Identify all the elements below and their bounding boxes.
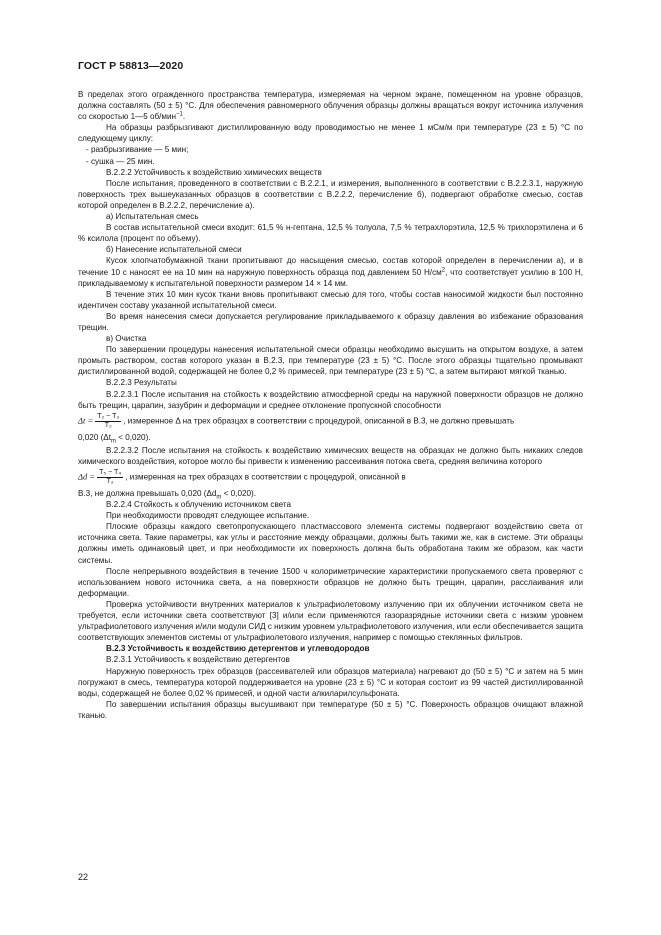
fraction	[95, 413, 121, 430]
paragraph-text: < 0,020).	[115, 432, 151, 442]
list-item: - сушка — 25 мин.	[86, 156, 155, 166]
paragraph: После непрерывного воздействия в течение 1500 ч колориметрические характеристики пропускаемого света проверяют с использованием нового источника света, а на поверхности образцов не должно быть трещин, царапин, расслаивания или деформации.	[78, 566, 583, 598]
paragraph: Во время нанесения смеси допускается регулирование прикладываемого к образцу давления во избежание образования трещин.	[78, 311, 583, 332]
paragraph-text: , что соответствует усилию в 100 Н, прикладываемому к испытательной поверхности размером 14 × 14 мм.	[78, 267, 583, 288]
paragraph: В состав испытательной смеси входит: 61,5 % н-гептана, 12,5 % толуола, 7,5 % тетрахлорэтила, 12,5 % трихлорэтилена и 6 % ксилола (процент по объему).	[78, 223, 583, 244]
paragraph-text: < 0,020).	[221, 489, 256, 498]
list-item: - разбрызгивание — 5 мин;	[86, 145, 189, 155]
fraction-numerator: T₅ − T₄	[99, 469, 122, 476]
paragraph-text: .	[182, 112, 186, 122]
list-heading: б) Нанесение испытательной смеси	[106, 245, 242, 255]
paragraph: В течение этих 10 мин кусок ткани вновь пропитывают смесью для того, чтобы состав наносимой жидкости был постоянно идентичен составу указанной испытательной смеси.	[78, 289, 583, 310]
paragraph-text: В пределах этого огражденного пространства температура, измеряемая на черном экране, помещенном на уровне образцов, должна составлять (50 ± 5) °С. Для обеспечения равномерного облучения образцы должны вращаться вокруг источника излучения со скоростью 1—5 об/мин	[78, 90, 583, 122]
paragraph: Наружную поверхность трех образцов (рассеивателей или образцов материала) нагревают до (50 ± 5) °С и затем на 5 мин погружают в смесь, температура которой поддерживается на уровне (23 ± 5) °С и которая состоит из 99 частей дистиллированной воды, содержащей не более 0,02 % примесей, и одной части алкиларилсульфоната.	[78, 666, 583, 698]
formula-lhs: Δt =	[78, 415, 94, 426]
paragraph-text: , измеренное Δ на трех образцах в соответствии с процедурой, описанной в В.3, не должно превышать	[123, 416, 515, 426]
paragraph: На образцы разбрызгивают дистиллированную воду проводимостью не менее 1 мСм/м при температуре (23 ± 5) °С по следующему циклу:	[78, 123, 583, 144]
paragraph	[78, 432, 583, 443]
paragraph-text: Кусок хлопчатобумажной ткани пропитывают до насыщения смесью, состав которой определен в перечислении а), и в течение 10 с наносят ее на 10 мин на наружную поверхность образца под давлением 50 Н/см	[78, 256, 583, 277]
paragraph: По завершении испытания образцы высушивают при температуре (50 ± 5) °С. Поверхность образцов очищают влажной тканью.	[78, 699, 583, 720]
paragraph: Проверка устойчивости внутренних материалов к ультрафиолетовому излучению при их облучении источником света не требуется, если источники света соответствуют [3] и/или если применяются газоразрядные источники света с низким уровнем ультрафиолетового излучения и/или модули СИД с низким уровнем ультрафиолетового излучения, или если обеспечивается защита соответствующих элементов системы от ультрафиолетового излучения, например с помощью стеклянных фильтров.	[78, 599, 583, 643]
list-heading: в) Очистка	[106, 334, 147, 344]
superscript: −1	[176, 111, 183, 118]
paragraph: После испытания, проведенного в соответствии с В.2.2.1, и измерения, выполненного в соответствии с В.2.2.3.1, наружную поверхность трех вышеуказанных образцов в соответствии с В.2.2.2, перечисление б), подвергают обработке смесью, состав которой определен в В.2.2.2, перечисление а).	[78, 178, 583, 210]
paragraph: В.2.2.3.2 После испытания на стойкость к воздействию химических веществ на образцах не должно быть никаких следов химического воздействия, которое могло бы привести к изменению рассеивания потока света, средняя величина которого	[78, 445, 583, 466]
subscript: m	[110, 438, 116, 445]
fraction	[97, 469, 123, 486]
paragraph	[78, 488, 583, 499]
section-heading: В.2.2.4 Стойкость к облучению источником света	[106, 500, 292, 510]
fraction-denominator: T₂	[106, 478, 114, 485]
fraction-denominator: T₂	[104, 421, 112, 429]
formula-lhs: Δd =	[78, 471, 96, 482]
fraction-numerator: T₂ − T₃	[97, 412, 120, 420]
page-number: 22	[78, 872, 89, 882]
formula-line	[78, 469, 583, 486]
paragraph	[78, 255, 583, 288]
document-header: ГОСТ Р 58813—2020	[78, 60, 184, 72]
formula-line	[78, 413, 583, 430]
document-body	[78, 89, 583, 721]
paragraph: При необходимости проводят следующее испытание.	[106, 511, 310, 521]
section-heading: В.2.3.1 Устойчивость к воздействию детергентов	[106, 655, 290, 665]
paragraph-text: 0,020 (Δt	[78, 432, 111, 442]
paragraph: Плоские образцы каждого светопропускающего пластмассового элемента системы подвергают воздействию света от источника света. Такие параметры, как углы и расстояние между образцами, должны быть такими же, как в системе. Эти образцы должны иметь одинаковый цвет, и при необходимости их поверхность должна быть обработана таким же образом, как части системы.	[78, 522, 583, 565]
paragraph: По завершении процедуры нанесения испытательной смеси образцы необходимо высушить на открытом воздухе, а затем промыть раствором, состав которого указан в В.2.3, при температуре (23 ± 5) °С. После этого образцы тщательно промывают дистиллированной водой, содержащей не более 0,2 % примесей, при температуре (23 ± 5) °С, а затем вытирают мягкой тканью.	[78, 345, 583, 377]
subscript: m	[216, 494, 222, 501]
section-heading: В.2.2.3 Результаты	[106, 378, 177, 388]
section-heading: В.2.2.2 Устойчивость к воздействию химических веществ	[106, 167, 322, 177]
paragraph-text: В.3, не должна превышать 0,020 (Δd	[78, 489, 217, 498]
superscript: 2	[441, 266, 446, 273]
list-heading: а) Испытательная смесь	[106, 212, 199, 222]
paragraph: В.2.2.3.1 После испытания на стойкость к воздействию атмосферной среды на наружной поверхности образцов не должно быть трещин, царапин, зазубрин и деформации и среднее отклонение пропускной способности	[78, 389, 583, 410]
paragraph	[78, 89, 583, 122]
section-heading-bold: В.2.3 Устойчивость к воздействию детергентов и углеводородов	[106, 644, 370, 654]
paragraph-text: , измеренная на трех образцах в соответствии с процедурой, описанной в	[125, 472, 406, 482]
